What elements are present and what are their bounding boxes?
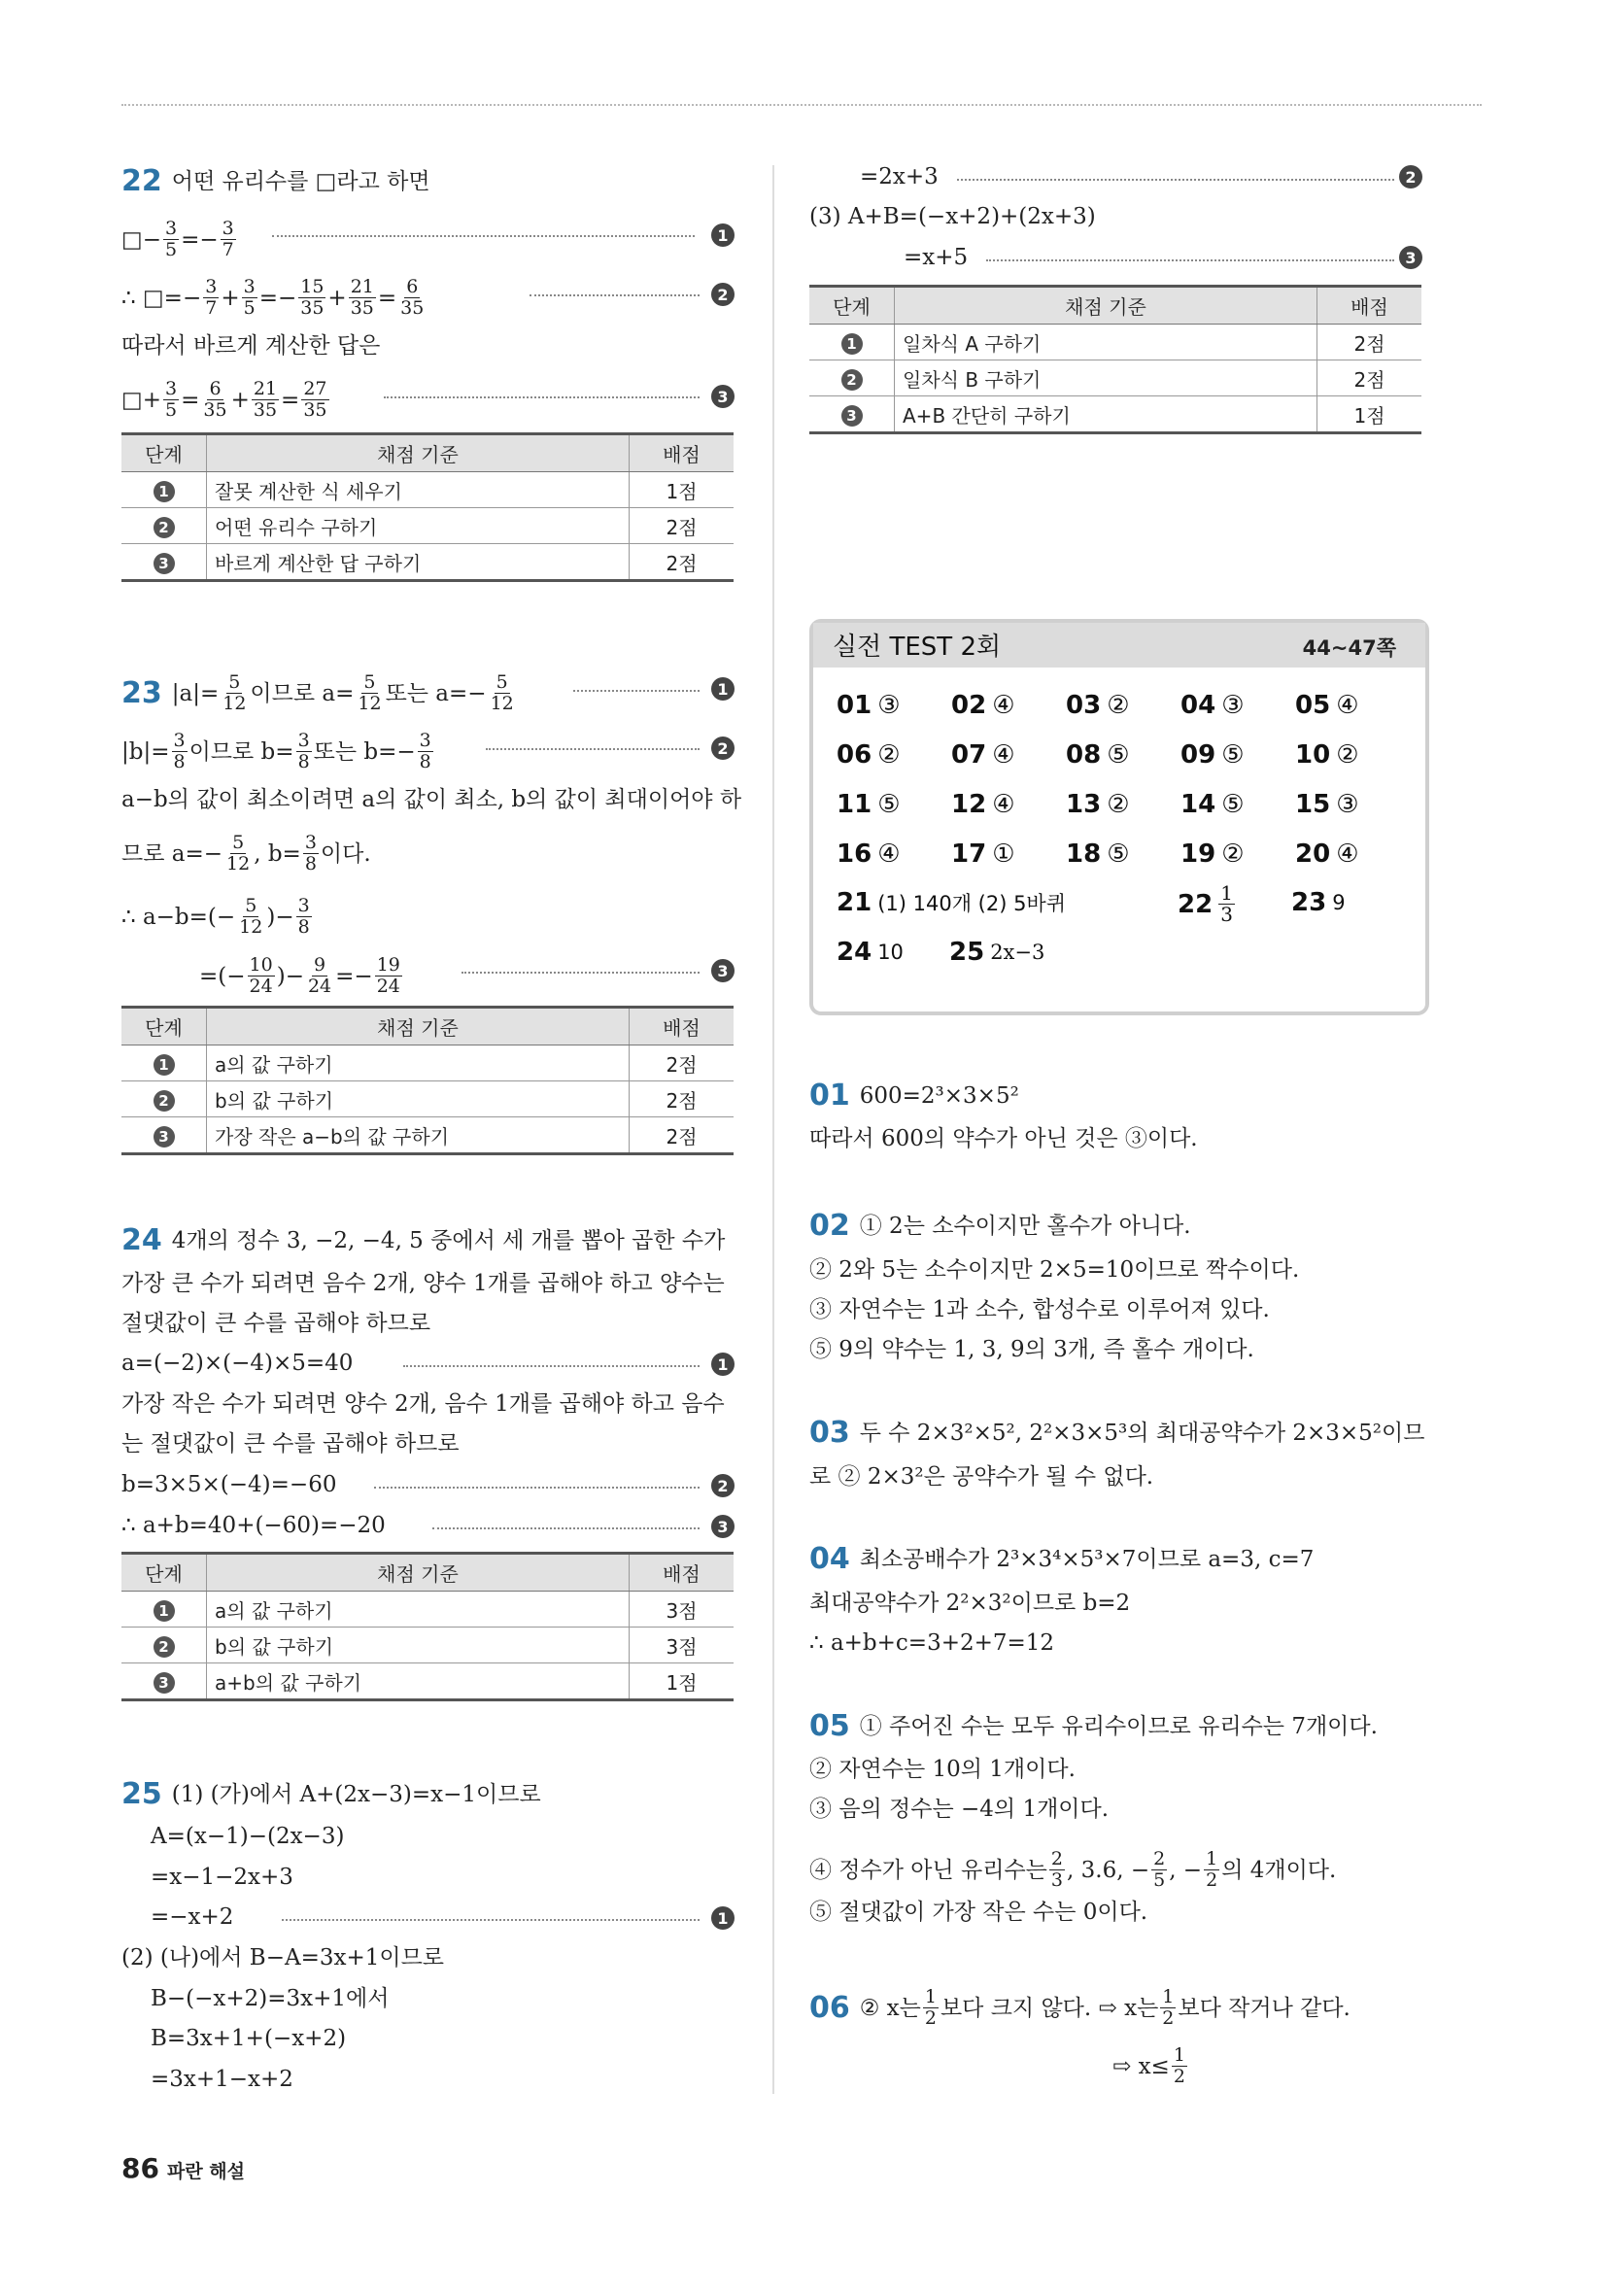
footer-label: 파란 해설 [166, 2161, 245, 2182]
answer-21: 21 (1) 140개 (2) 5바퀴 [837, 888, 1067, 917]
q23-line6: =(− $\frac{10}{24}$ )− $\frac{9}{24}$ =− $\frac{19}{24}$ [199, 954, 400, 997]
panel-title: 실전 TEST 2회 [833, 633, 1002, 662]
s01-line1: 01 600=2³×3×5² [809, 1079, 1019, 1113]
step-mark-3: 3 [711, 385, 735, 408]
q24-line7: b=3×5×(−4)=−60 [121, 1472, 337, 1497]
answer-20: 20 ④ [1295, 840, 1359, 869]
answer-16: 16 ④ [837, 840, 901, 869]
question-number: 22 [121, 164, 162, 198]
answer-panel [809, 619, 1429, 1015]
answer-23: 23 9 [1291, 888, 1346, 917]
s02-line1: 02 ① 2는 소수이지만 홀수가 아니다. [809, 1209, 1191, 1243]
q24-line2: 가장 큰 수가 되려면 음수 2개, 양수 1개를 곱해야 하고 양수는 [121, 1271, 725, 1296]
answer-01: 01 ③ [837, 691, 901, 720]
q24-line8: ∴ a+b=40+(−60)=−20 [121, 1513, 386, 1538]
s03-line2: 로 ② 2×3²은 공약수가 될 수 없다. [809, 1464, 1154, 1490]
answer-24: 24 10 [837, 938, 904, 967]
answer-18: 18 ⑤ [1066, 840, 1130, 869]
s05-line3: ③ 음의 정수는 −4의 1개이다. [809, 1797, 1110, 1822]
q25-line8: =3x+1−x+2 [151, 2067, 293, 2092]
answer-07: 07 ④ [951, 740, 1015, 770]
s04-line2: 최대공약수가 2²×3²이므로 b=2 [809, 1591, 1131, 1616]
q24-line3: 절댓값이 큰 수를 곱해야 하므로 [121, 1311, 431, 1336]
answer-06: 06 ② [837, 740, 901, 770]
q22-line4: 따라서 바르게 계산한 답은 [121, 333, 381, 359]
answer-panel-header [813, 623, 1425, 668]
answer-04: 04 ③ [1180, 691, 1245, 720]
s02-line2: ② 2와 5는 소수이지만 2×5=10이므로 짝수이다. [809, 1257, 1300, 1283]
q22-line3: ∴ □=− $\frac{3}{7}$ + $\frac{3}{5}$ =− $\frac{15}{35}$ + $\frac{21}{35}$ = $\frac{6}{35}$ [121, 276, 425, 319]
s04-line3: ∴ a+b+c=3+2+7=12 [809, 1630, 1055, 1656]
q25-line6: B−(−x+2)=3x+1에서 [151, 1986, 390, 2011]
answer-03: 03 ② [1066, 691, 1130, 720]
q25-right-line3: =x+5 [904, 245, 969, 270]
q25-right-line1: =2x+3 [860, 164, 939, 189]
q24-line1: 24 4개의 정수 3, −2, −4, 5 중에서 세 개를 뽑아 곱한 수가 [121, 1223, 726, 1257]
q23-line1: 23 |a|= $\frac{5}{12}$ 이므로 a= $\frac{5}{12}$ 또는 a=− $\frac{5}{12}$ [121, 671, 514, 714]
fraction: $\frac{3}{5}$ [165, 218, 178, 260]
s06-line2: ⇨ x≤ $\frac{1}{2}$ [1112, 2044, 1185, 2087]
s05-line2: ② 자연수는 10의 1개이다. [809, 1757, 1076, 1782]
s05-line1: 05 ① 주어진 수는 모두 유리수이므로 유리수는 7개이다. [809, 1709, 1378, 1743]
q25-score-table: 단계 채점 기준 배점 1 일차식 A 구하기 2점 2 일차식 B 구하기 2점 3 A+B 간단히 구하기 1점 [809, 285, 1421, 434]
panel-pages: 44~47쪽 [1302, 636, 1396, 660]
s06-line1: 06 ② x는 $\frac{1}{2}$ 보다 크지 않다. ⇨ x는 $\frac{1}{2}$ 보다 작거나 같다. [809, 1986, 1351, 2029]
q23-line5: ∴ a−b=(− $\frac{5}{12}$ )− $\frac{3}{8}$ [121, 895, 310, 938]
q25-line1: 25 (1) (가)에서 A+(2x−3)=x−1이므로 [121, 1777, 541, 1811]
answer-08: 08 ⑤ [1066, 740, 1130, 770]
answer-10: 10 ② [1295, 740, 1359, 770]
page-number: 86 [121, 2152, 159, 2184]
s04-line1: 04 최소공배수가 2³×3⁴×5³×7이므로 a=3, c=7 [809, 1542, 1315, 1576]
answer-14: 14 ⑤ [1180, 790, 1245, 819]
column-divider [772, 165, 774, 2094]
step-mark-1: 1 [711, 223, 735, 247]
answer-09: 09 ⑤ [1180, 740, 1245, 770]
s05-line4: ④ 정수가 아닌 유리수는 $\frac{2}{3}$ , 3.6, − $\frac{2}{5}$ , − $\frac{1}{2}$ 의 4개이다. [809, 1848, 1337, 1891]
q25-right-line2: (3) A+B=(−x+2)+(2x+3) [809, 204, 1096, 229]
answer-19: 19 ② [1180, 840, 1245, 869]
step-mark-2: 2 [711, 283, 735, 306]
q22-score-table: 단계 채점 기준 배점 1 잘못 계산한 식 세우기 1점 2 어떤 유리수 구하기 2점 3 바르게 계산한 답 구하기 2점 [121, 432, 734, 582]
s02-line4: ⑤ 9의 약수는 1, 3, 9의 3개, 즉 홀수 개이다. [809, 1337, 1254, 1362]
answer-05: 05 ④ [1295, 691, 1359, 720]
q23-line4: 므로 a=− $\frac{5}{12}$ , b= $\frac{3}{8}$ 이다. [121, 832, 371, 874]
s01-line2: 따라서 600의 약수가 아닌 것은 ③이다. [809, 1126, 1198, 1151]
q24-line5: 가장 작은 수가 되려면 양수 2개, 음수 1개를 곱해야 하고 음수 [121, 1391, 725, 1417]
q25-line4: =−x+2 [151, 1904, 234, 1930]
q25-line5: (2) (나)에서 B−A=3x+1이므로 [121, 1945, 445, 1970]
q24-line6: 는 절댓값이 큰 수를 곱해야 하므로 [121, 1431, 460, 1456]
q25-line3: =x−1−2x+3 [151, 1865, 293, 1890]
answer-11: 11 ⑤ [837, 790, 901, 819]
s02-line3: ③ 자연수는 1과 소수, 합성수로 이루어져 있다. [809, 1297, 1270, 1322]
q23-line3: a−b의 값이 최소이려면 a의 값이 최소, b의 값이 최대이어야 하 [121, 787, 742, 812]
q22-line5: □+ $\frac{3}{5}$ = $\frac{6}{35}$ + $\frac{21}{35}$ = $\frac{27}{35}$ [121, 378, 327, 421]
answer-13: 13 ② [1066, 790, 1130, 819]
answer-02: 02 ④ [951, 691, 1015, 720]
answer-25: 25 2x−3 [949, 938, 1045, 967]
top-divider [121, 104, 1482, 106]
q22-line1: 22 어떤 유리수를 □라고 하면 [121, 164, 430, 198]
q25-line7: B=3x+1+(−x+2) [151, 2026, 347, 2051]
q24-line4: a=(−2)×(−4)×5=40 [121, 1351, 354, 1376]
answer-22: 22 $\frac{1}{3}$ [1178, 881, 1233, 926]
answer-15: 15 ③ [1295, 790, 1359, 819]
q23-score-table: 단계 채점 기준 배점 1 a의 값 구하기 2점 2 b의 값 구하기 2점 3 가장 작은 a−b의 값 구하기 2점 [121, 1006, 734, 1155]
q25-line2: A=(x−1)−(2x−3) [151, 1824, 345, 1849]
q23-line2: |b|= $\frac{3}{8}$ 이므로 b= $\frac{3}{8}$ 또는 b=− $\frac{3}{8}$ [121, 730, 431, 772]
fraction: $\frac{3}{7}$ [222, 218, 234, 260]
answer-17: 17 ① [951, 840, 1015, 869]
q24-score-table: 단계 채점 기준 배점 1 a의 값 구하기 3점 2 b의 값 구하기 3점 3 a+b의 값 구하기 1점 [121, 1552, 734, 1701]
s03-line1: 03 두 수 2×3²×5², 2²×3×5³의 최대공약수가 2×3×5²이므 [809, 1416, 1425, 1450]
s05-line5: ⑤ 절댓값이 가장 작은 수는 0이다. [809, 1900, 1148, 1925]
answer-12: 12 ④ [951, 790, 1015, 819]
q22-line2: □− $\frac{3}{5}$ =− $\frac{3}{7}$ [121, 218, 234, 260]
page-footer [121, 2152, 245, 2184]
